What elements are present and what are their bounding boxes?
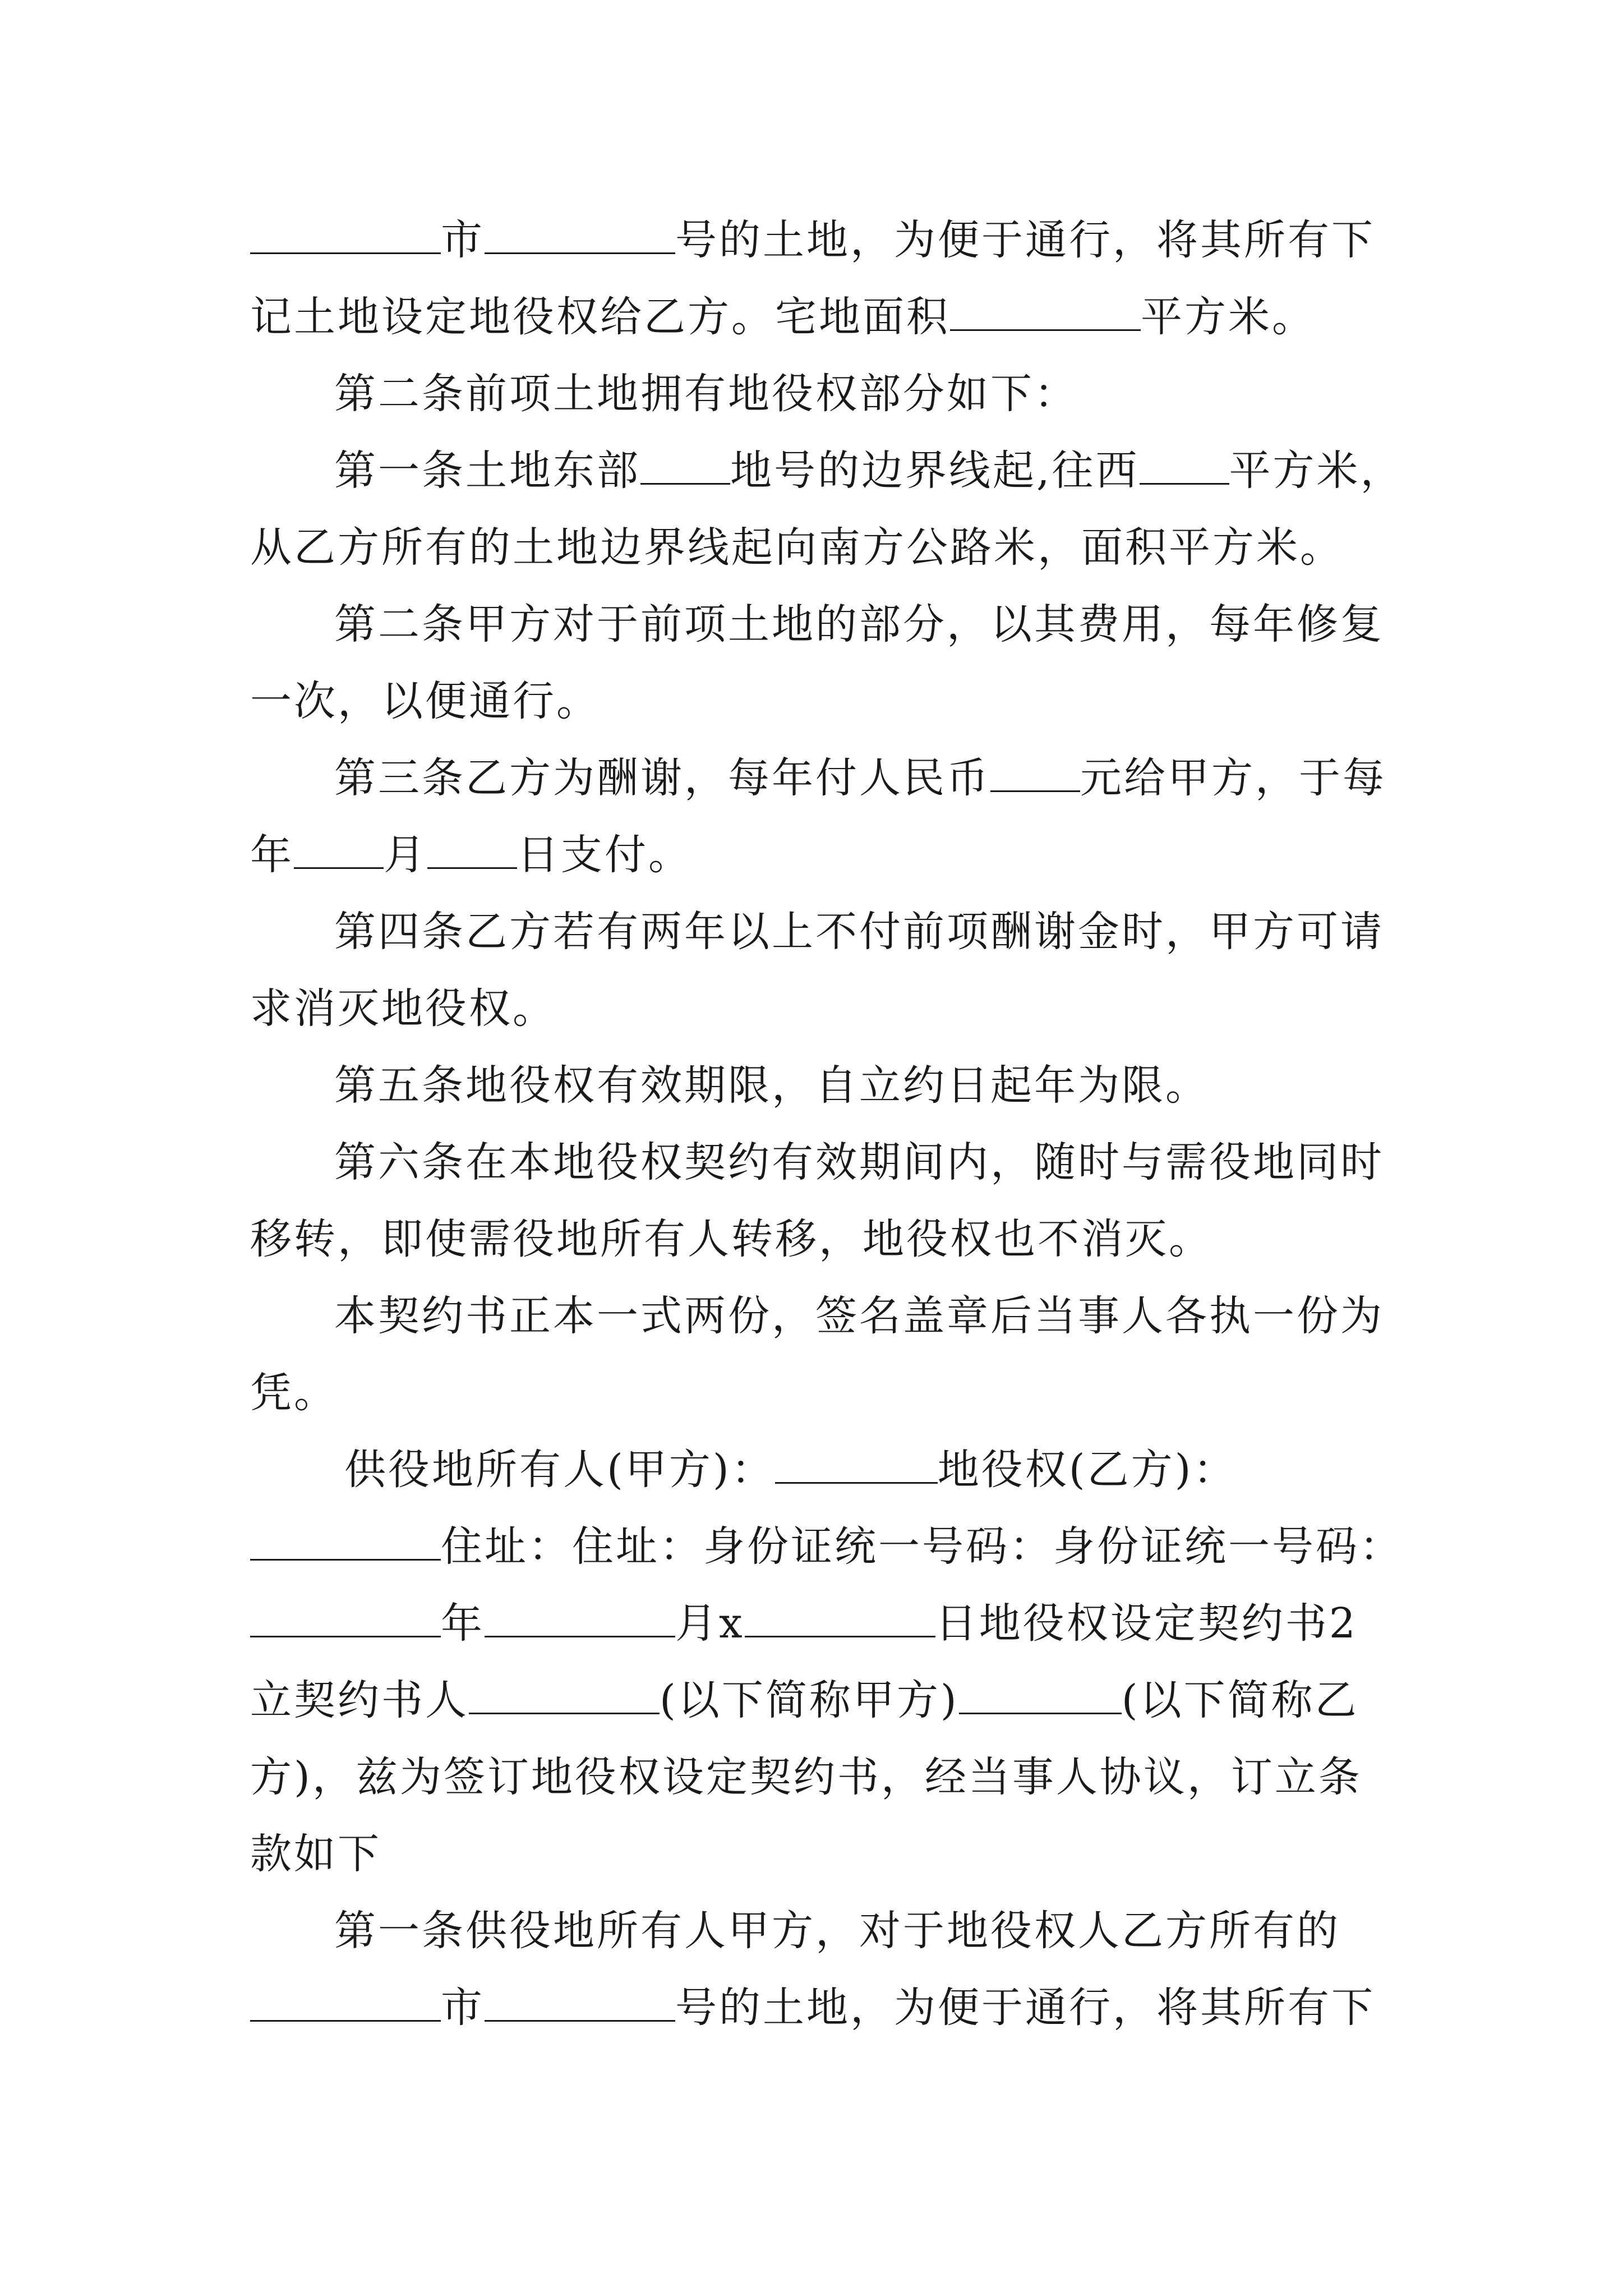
blank-field [427,834,517,869]
blank-field [250,1525,441,1561]
text-line: 年 月 日支付。 [250,831,692,879]
blank-field [775,1448,938,1484]
text-line: 从乙方所有的土地边界线起向南方公路米，面积平方米。 [250,523,1344,572]
clause-line: 第一条供役地所有人甲方，对于地役权人乙方所有的 [334,1907,1340,1955]
text-line: 市 号的土地，为便于通行，将其所有下 [250,1970,1389,2046]
clause-line: 第一条土地东部 地号的边界线起,往西 平方米， [334,447,1404,495]
text-line: 方)，兹为签订地役权设定契约书，经当事人协议，订立条 [250,1753,1362,1801]
blank-field [469,1679,660,1714]
blank-field [294,834,384,869]
blank-field [1140,449,1229,485]
blank-field [950,296,1141,331]
blank-field [485,1986,675,2022]
text-line-1: 市 号的土地，为便于通行，将其所有下 [250,202,1389,279]
text-line: 移转，即使需役地所有人转移，地役权也不消灭。 [250,1215,1212,1263]
clause-heading: 第二条前项土地拥有地役权部分如下： [334,370,1078,418]
clause-line: 第六条在本地役权契约有效期间内，随时与需役地同时 [334,1138,1384,1186]
document-page [250,202,1404,2046]
blank-field [250,219,441,254]
address-line: 住址：住址：身份证统一号码：身份证统一号码： [250,1508,1389,1585]
text-line: 求消灭地役权。 [250,984,556,1033]
clause-line: 第二条甲方对于前项土地的部分，以其费用，每年修复 [334,600,1384,648]
blank-field [640,449,730,485]
clause-line: 本契约书正本一式两份，签名盖章后当事人各执一份为 [334,1292,1384,1340]
clause-line: 第四条乙方若有两年以上不付前项酬谢金时，甲方可请 [334,908,1384,956]
date-line: 年 月x 日地役权设定契约书2 [250,1585,1389,1662]
blank-field [485,1602,675,1637]
clause-line: 第五条地役权有效期限，自立约日起年为限。 [334,1061,1209,1110]
text-line: 款如下 [250,1830,381,1878]
signature-line: 供役地所有人(甲方)： 地役权(乙方)： [344,1446,1237,1494]
text-line: 一次，以便通行。 [250,677,600,725]
blank-field [959,1679,1122,1714]
text-line-2: 记土地设定地役权给乙方。宅地面积 平方米。 [250,293,1316,341]
blank-field [990,757,1080,792]
blank-field [745,1602,935,1637]
blank-field [250,1986,441,2022]
clause-line: 第三条乙方为酬谢，每年付人民币 元给甲方，于每 [334,754,1386,802]
blank-field [250,1602,441,1637]
blank-field [485,219,675,254]
text-line: 立契约书人 (以下简称甲方) (以下简称乙 [250,1676,1359,1724]
text-line: 凭。 [250,1369,338,1417]
